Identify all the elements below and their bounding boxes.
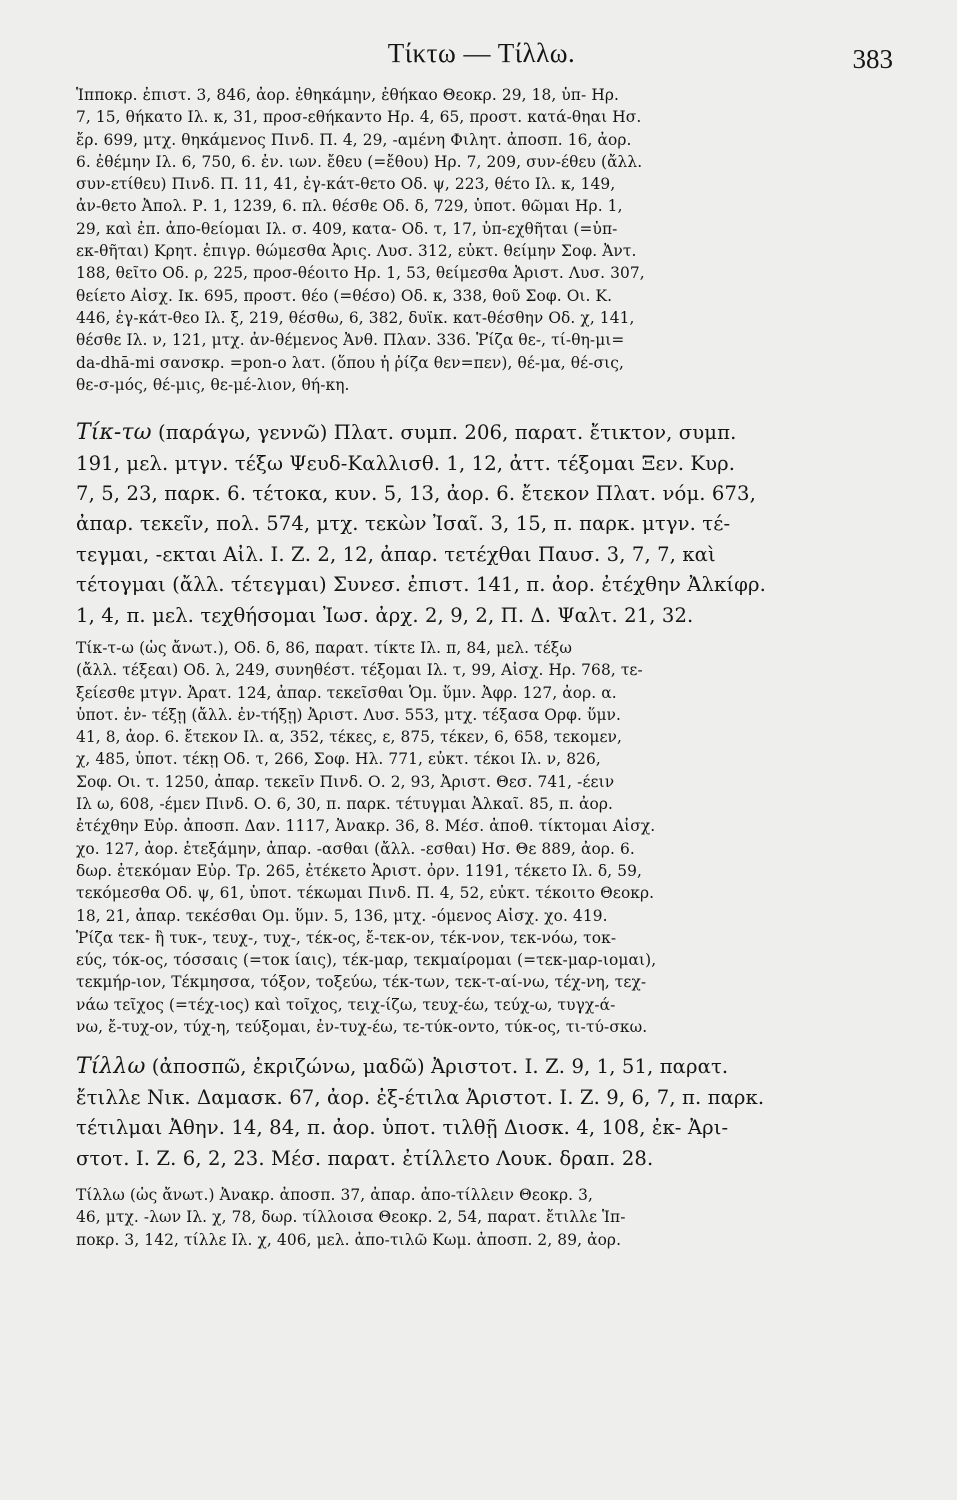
text-line: 7, 5, 23, παρκ. 6. τέτοκα, κυν. 5, 13, ἀορ. 6. ἔτεκον Πλατ. νόμ. 673, [76,481,756,505]
entry-tikto-main [76,418,887,631]
text-line: ἔτιλλε Νικ. Δαμασκ. 67, ἀορ. ἐξ-έτιλα Ἀριστοτ. Ι. Ζ. 9, 6, 7, π. παρκ. [76,1085,765,1109]
text-line: ἀπαρ. τεκεῖν, πολ. 574, μτχ. τεκὼν Ἰσαῖ. 3, 15, π. παρκ. μτγν. τέ- [76,512,731,536]
text-line: νάω τεῖχος (=τέχ-ιος) καὶ τοῖχος, τειχ-ίζω, τευχ-έω, τεύχ-ω, τυγχ-ά- [76,995,616,1014]
text-line: τέτιλμαι Ἀθην. 14, 84, π. ἀορ. ὑποτ. τιλθῇ Διοσκ. 4, 108, ἐκ- Ἀρι- [76,1116,729,1140]
text-line: ἐτέχθην Εὐρ. ἀποσπ. Δαν. 1117, Ἀνακρ. 36, 8. Μέσ. ἀποθ. τίκτομαι Αἰσχ. [76,817,656,836]
text-line: θέσθε Ιλ. ν, 121, μτχ. ἀν-θέμενος Ἀνθ. Πλαν. 336. Ῥίζα θε-, τί-θη-μι= [76,331,625,350]
text-line: εκ-θῆται) Κρητ. ἐπιγρ. θώμεσθα Ἀρις. Λυσ. 312, εὐκτ. θείμην Σοφ. Ἀντ. [76,242,637,261]
text-line: θε-σ-μός, θέ-μις, θε-μέ-λιον, θή-κη. [76,375,350,394]
text-line: 188, θεῖτο Οδ. ρ, 225, προσ-θέοιτο Ηρ. 1, 53, θείμεσθα Ἀριστ. Λυσ. 307, [76,264,645,283]
text-line: Ῥίζα τεκ- ἢ τυκ-, τευχ-, τυχ-, τέκ-ος, ἔ-τεκ-ον, τέκ-νον, τεκ-νόω, τοκ- [76,928,617,947]
text-line: 7, 15, θήκατο Ιλ. κ, 31, προσ-εθήκαντο Ηρ. 4, 65, προστ. κατά-θηαι Ησ. [76,108,642,127]
text-line: 1, 4, π. μελ. τεχθήσομαι Ἰωσ. ἀρχ. 2, 9, 2, Π. Δ. Ψαλτ. 21, 32. [76,603,694,627]
text-line: τέτογμαι (ἄλλ. τέτεγμαι) Συνεσ. ἐπιστ. 141, π. ἀορ. ἐτέχθην Ἀλκίφρ. [76,573,766,597]
text-line: da-dhā-mi σανσκρ. =pon-o λατ. (ὅπου ἡ ῥίζα θεν=πεν), θέ-μα, θέ-σις, [76,353,624,372]
text-line: τεκμήρ-ιον, Τέκμησσα, τόξον, τοξεύω, τέκ-των, τεκ-τ-αί-νω, τέχ-νη, τεχ- [76,973,647,992]
text-line: θείετο Αἰσχ. Ικ. 695, προστ. θέο (=θέσο) Οδ. κ, 338, θοῦ Σοφ. Οι. Κ. [76,286,613,305]
text-line: Τίλλω (ἀποσπῶ, ἐκριζώνω, μαδῶ) Ἀριστοτ. Ι. Ζ. 9, 1, 51, παρατ. [76,1054,729,1080]
text-line: εύς, τόκ-ος, τόσσαις (=τοκ ίαις), τέκ-μαρ, τεκμαίρομαι (=τεκ-μαρ-ιομαι), [76,951,657,970]
text-line: 446, ἐγ-κάτ-θεο Ιλ. ξ, 219, θέσθω, 6, 382, δυϊκ. κατ-θέσθην Οδ. χ, 141, [76,308,635,327]
text-line: χ, 485, ὑποτ. τέκῃ Οδ. τ, 266, Σοφ. Ηλ. 771, εὐκτ. τέκοι Ιλ. ν, 826, [76,750,601,769]
text-line: 191, μελ. μτγν. τέξω Ψευδ-Καλλισθ. 1, 12, ἀττ. τέξομαι Ξεν. Κυρ. [76,451,736,475]
text-line: χο. 127, ἀορ. ἐτεξάμην, ἀπαρ. -ασθαι (ἄλλ. -εσθαι) Ησ. Θε 889, ἀορ. 6. [76,839,635,858]
headword: Τίλλω [76,1054,146,1080]
text-line: 29, καὶ ἐπ. ἀπο-θείομαι Ιλ. σ. 409, κατα- Οδ. τ, 17, ὑπ-εχθῆται (=ὑπ- [76,219,618,238]
text-line: Τίκ-τω (παράγω, γεννῶ) Πλατ. συμπ. 206, παρατ. ἔτικτον, συμπ. [76,420,737,446]
page-number: 383 [852,44,893,74]
entry-tillo-poetic [76,1184,887,1251]
text-line: 18, 21, ἀπαρ. τεκέσθαι Ομ. ὕμν. 5, 136, μτχ. -όμενος Αἰσχ. χο. 419. [76,906,608,925]
text-line: τεκόμεσθα Οδ. ψ, 61, ὑποτ. τέκωμαι Πινδ. Π. 4, 52, εὐκτ. τέκοιτο Θεοκρ. [76,884,655,903]
entry-tillo-main [76,1052,887,1174]
text-line: Τίλλω (ὡς ἄνωτ.) Ἀνακρ. ἀποσπ. 37, ἀπαρ. ἀπο-τίλλειν Θεοκρ. 3, [76,1185,593,1204]
text-line: 46, μτχ. -λων Ιλ. χ, 78, δωρ. τίλλοισα Θεοκρ. 2, 54, παρατ. ἔτιλλε Ἱπ- [76,1208,626,1227]
text-line: ξείεσθε μτγν. Ἀρατ. 124, ἀπαρ. τεκεῖσθαι Ὁμ. ὕμν. Ἀφρ. 127, ἀορ. α. [76,683,617,702]
headword: Τίκ-τω [76,420,152,446]
text-line: ποκρ. 3, 142, τίλλε Ιλ. χ, 406, μελ. ἀπο-τιλῶ Κωμ. ἀποσπ. 2, 89, ἀορ. [76,1230,622,1249]
text-line: (ἄλλ. τέξεαι) Οδ. λ, 249, συνηθέστ. τέξομαι Ιλ. τ, 99, Αἰσχ. Ηρ. 768, τε- [76,661,643,680]
text-line: νω, ἔ-τυχ-ον, τύχ-η, τεύξομαι, ἐν-τυχ-έω, τε-τύκ-οντο, τύκ-ος, τι-τύ-σκω. [76,1018,648,1037]
text-line: στοτ. Ι. Ζ. 6, 2, 23. Μέσ. παρατ. ἐτίλλετο Λουκ. δραπ. 28. [76,1146,654,1170]
text-line: συν-ετίθευ) Πινδ. Π. 11, 41, ἐγ-κάτ-θετο Οδ. ψ, 223, θέτο Ιλ. κ, 149, [76,175,616,194]
page-header [76,38,893,84]
text-line: 41, 8, ἀορ. 6. ἔτεκον Ιλ. α, 352, τέκες, ε, 875, τέκεν, 6, 658, τεκομεν, [76,728,623,747]
text-line: Ἱπποκρ. ἐπιστ. 3, 846, ἀορ. ἐθηκάμην, ἐθήκαο Θεοκρ. 29, 18, ὑπ- Ηρ. [76,86,619,104]
text-line: δωρ. ἐτεκόμαν Εὐρ. Τρ. 265, ἐτέκετο Ἀριστ. ὀρν. 1191, τέκετο Ιλ. δ, 59, [76,861,643,880]
text-line: ἔρ. 699, μτχ. θηκάμενος Πινδ. Π. 4, 29, -αμένη Φιλητ. ἀποσπ. 16, ἀορ. [76,130,632,149]
running-head: Τίκτω — Τίλλω. [387,38,576,68]
text-line: 6. ἐθέμην Ιλ. 6, 750, 6. ἐν. ιων. ἔθευ (=ἔθου) Ηρ. 7, 209, συν-έθευ (ἄλλ. [76,152,643,171]
text-line: ἀν-θετο Ἀπολ. Ρ. 1, 1239, 6. πλ. θέσθε Οδ. δ, 729, ὑποτ. θῶμαι Ηρ. 1, [76,197,623,216]
text-line: Τίκ-τ-ω (ὡς ἄνωτ.), Οδ. δ, 86, παρατ. τίκτε Ιλ. π, 84, μελ. τέξω [76,639,573,657]
text-line: Σοφ. Οι. τ. 1250, ἀπαρ. τεκεῖν Πινδ. Ο. 2, 93, Ἀριστ. Θεσ. 741, -έειν [76,772,615,791]
entry-tikto-poetic [76,637,887,1038]
entry-thaomai-continuation [76,84,887,396]
text-line: ὑποτ. ἐν- τέξῃ (ἄλλ. ἐν-τήξῃ) Ἀριστ. Λυσ. 553, μτχ. τέξασα Ορφ. ὕμν. [76,705,621,724]
text-line: Ιλ ω, 608, -έμεν Πινδ. Ο. 6, 30, π. παρκ. τέτυγμαι Ἀλκαῖ. 85, π. ἀορ. [76,795,614,814]
text-line: τεγμαι, -εκται Αἰλ. Ι. Ζ. 2, 12, ἀπαρ. τετέχθαι Παυσ. 3, 7, 7, καὶ [76,542,716,566]
